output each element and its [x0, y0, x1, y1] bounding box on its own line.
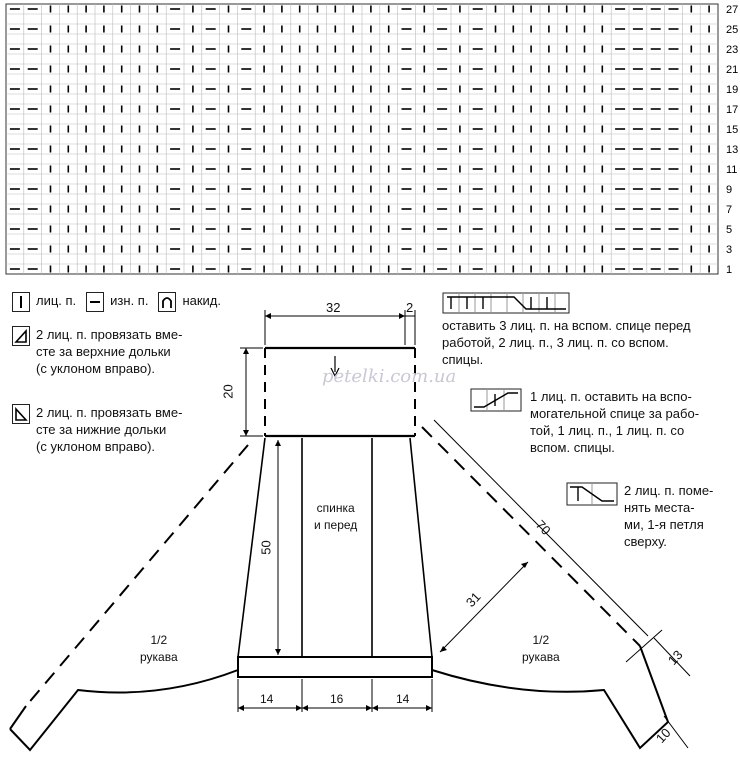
- body-label-line-2: и перед: [314, 518, 358, 532]
- dim-14-right-label: 14: [396, 692, 410, 706]
- left-sleeve-label-line-2: рукава: [140, 650, 178, 664]
- chart-row-number: 19: [726, 84, 739, 96]
- body-label-line-1: спинка: [316, 501, 355, 515]
- dim-70-label: 70: [532, 517, 554, 538]
- chart-grid: [6, 4, 718, 274]
- dim-20-label: 20: [220, 384, 236, 399]
- legend-yarn-over: накид.: [182, 293, 222, 308]
- dim-32-label: 32: [326, 300, 341, 315]
- swap-2-symbol-icon: [566, 482, 618, 506]
- chart-row-number: 9: [726, 184, 733, 196]
- dim-10-label: 10: [652, 725, 674, 746]
- chart-row-number: 25: [726, 24, 739, 36]
- chart-row-number: 5: [726, 224, 733, 236]
- knitting-chart: [0, 0, 740, 290]
- dim-13-label: 13: [664, 647, 686, 668]
- dim-50-label: 50: [258, 540, 274, 555]
- legend-cable-3-2-3: оставить 3 лиц. п. на вспом. спице перед работой, 2 лиц. п., 3 лиц. п. со вспом. спицы.: [442, 318, 691, 367]
- legend-purl: изн. п.: [110, 293, 149, 308]
- legend-swap-2: 2 лиц. п. поме- нять места- ми, 1-я петля сверху.: [624, 483, 714, 549]
- purl-symbol-icon: [86, 292, 104, 312]
- legend-cable-row: [442, 292, 691, 368]
- legend-k2tog-back: 2 лиц. п. провязать вме- сте за верхние дольки (с уклоном вправо).: [36, 327, 183, 376]
- chart-row-number: 13: [726, 144, 739, 156]
- knit-symbol-icon: [12, 292, 30, 312]
- left-sleeve-cuff: [10, 670, 238, 750]
- legend-k2tog-front: 2 лиц. п. провязать вме- сте за нижние дольки (с уклоном вправо).: [36, 405, 183, 454]
- dim-16-label: 16: [330, 692, 344, 706]
- chart-row-number: 7: [726, 204, 733, 216]
- chart-row-number: 27: [726, 4, 739, 16]
- right-sleeve-label-line-2: рукава: [522, 650, 560, 664]
- chart-row-number: 15: [726, 124, 739, 136]
- dim-2-label: 2: [406, 300, 414, 315]
- legend-swap-row: [566, 482, 713, 550]
- legend-cross-row: [470, 388, 699, 456]
- right-sleeve-label-line-1: 1/2: [532, 633, 550, 647]
- legend-knit: лиц. п.: [36, 293, 77, 308]
- k2tog-back-symbol-icon: [12, 326, 30, 346]
- body-label: [314, 500, 357, 534]
- legend-cross-1-1-1: 1 лиц. п. оставить на вспо- могательной спице за рабо- той, 1 лиц. п., 1 лиц. п. со вспом. спицы.: [530, 389, 700, 455]
- chart-row-labels: [726, 4, 738, 276]
- chart-row-number: 1: [726, 264, 733, 276]
- left-sleeve-label: [140, 632, 178, 666]
- legend-k2tog-front-row: [12, 404, 182, 455]
- dim-31-label: 31: [462, 589, 484, 610]
- watermark: petelki.com.ua: [322, 366, 457, 387]
- chart-row-number: 21: [726, 64, 739, 76]
- legend-basic: [12, 292, 221, 312]
- dim-14-left-label: 14: [260, 692, 274, 706]
- cross-1-1-1-symbol-icon: [470, 388, 522, 412]
- cable-3-2-3-symbol-icon: [442, 292, 570, 314]
- k2tog-front-symbol-icon: [12, 404, 30, 424]
- chart-row-number: 17: [726, 104, 739, 116]
- right-sleeve-label: [522, 632, 560, 666]
- body-right-edge: [410, 438, 432, 657]
- chart-row-number: 23: [726, 44, 739, 56]
- legend-k2tog-back-row: [12, 326, 182, 377]
- left-sleeve-top-dashed: [26, 445, 248, 706]
- yarn-over-symbol-icon: [158, 292, 176, 312]
- body-rib-band: [238, 657, 432, 677]
- chart-row-number: 3: [726, 244, 733, 256]
- left-sleeve-label-line-1: 1/2: [150, 633, 168, 647]
- chart-row-number: 11: [726, 164, 738, 176]
